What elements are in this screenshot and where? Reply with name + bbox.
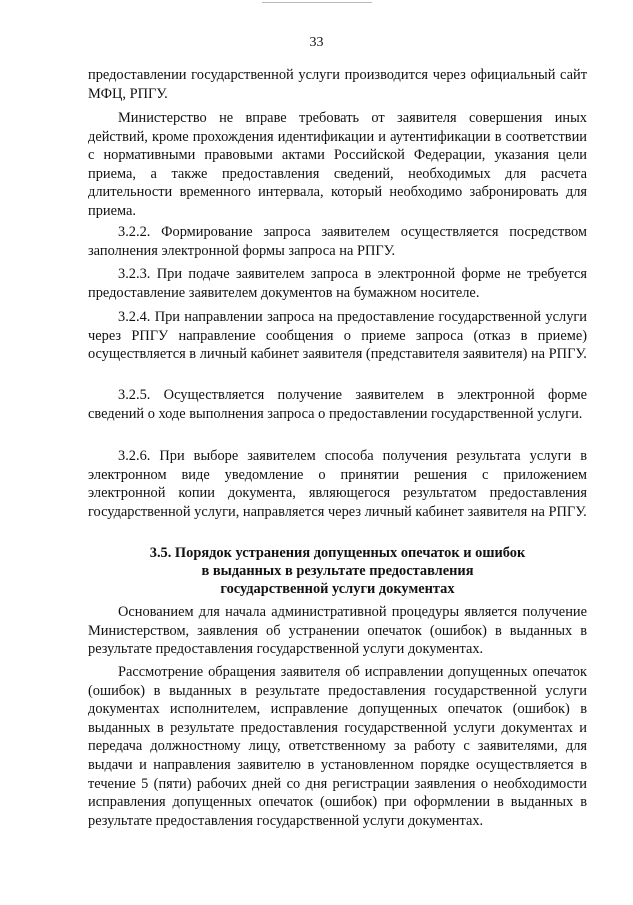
section-heading-line-3: государственной услуги документах xyxy=(220,581,455,597)
paragraph-3-2-2: 3.2.2. Формирование запроса заявителем осуществляется посредством заполнения электронной формы запроса на РПГУ. xyxy=(88,224,587,259)
section-heading-line-1: 3.5. Порядок устранения допущенных опечаток и ошибок xyxy=(149,545,526,561)
paragraph-basis: Основанием для начала административной процедуры является получение Министерством, заявления об устранении опечаток (ошибок) в выданных в результате предоставления государственной услуги документах. xyxy=(88,604,587,658)
paragraph-3-2-4: 3.2.4. При направлении запроса на предоставление государственной услуги через РПГУ направление сообщения о приеме запроса (отказ в приеме) осуществляется в личный кабинет заявителя (представителя заявителя) на РПГУ. xyxy=(88,309,587,363)
top-edge-line xyxy=(262,2,372,3)
paragraph-review-procedure: Рассмотрение обращения заявителя об исправлении допущенных опечаток (ошибок) в выданных в результате предоставления государственной услуги документах исполнителем, исправление допущенных опечаток (ошибок) в выданных в результате предоставления государственной услуги документах и передача должностному лицу, ответственному за работу с заявителями, для выдачи и направления заявителю в установленном порядке осуществляется в течение 5 (пяти) рабочих дней со дня регистрации заявления о необходимости исправления допущенных опечаток (ошибок) при оформлении в выданных в результате предоставления государственной услуги документах. xyxy=(88,664,587,829)
paragraph-ministry-requirements: Министерство не вправе требовать от заявителя совершения иных действий, кроме прохождения идентификации и аутентификации в соответствии с нормативными правовыми актами Российской Федерации, указания цели приема, а также предоставления сведений, необходимых для расчета длительности временного интервала, который необходимо забронировать для приема. xyxy=(88,110,587,219)
section-heading xyxy=(88,544,587,598)
paragraph-3-2-3: 3.2.3. При подаче заявителем запроса в электронной форме не требуется предоставление заявителем документов на бумажном носителе. xyxy=(88,266,587,301)
page-number: 33 xyxy=(309,35,324,50)
paragraph-continuation: предоставлении государственной услуги производится через официальный сайт МФЦ, РПГУ. xyxy=(88,67,587,102)
paragraph-3-2-6: 3.2.6. При выборе заявителем способа получения результата услуги в электронном виде уведомление о принятии решения с приложением электронной копии документа, являющегося результатом предоставления государственной услуги, направляется через личный кабинет заявителя на РПГУ. xyxy=(88,448,587,520)
section-heading-line-2: в выданных в результате предоставления xyxy=(201,563,474,579)
paragraph-3-2-5: 3.2.5. Осуществляется получение заявителем в электронной форме сведений о ходе выполнения запроса о предоставлении государственной услуги. xyxy=(88,387,587,422)
